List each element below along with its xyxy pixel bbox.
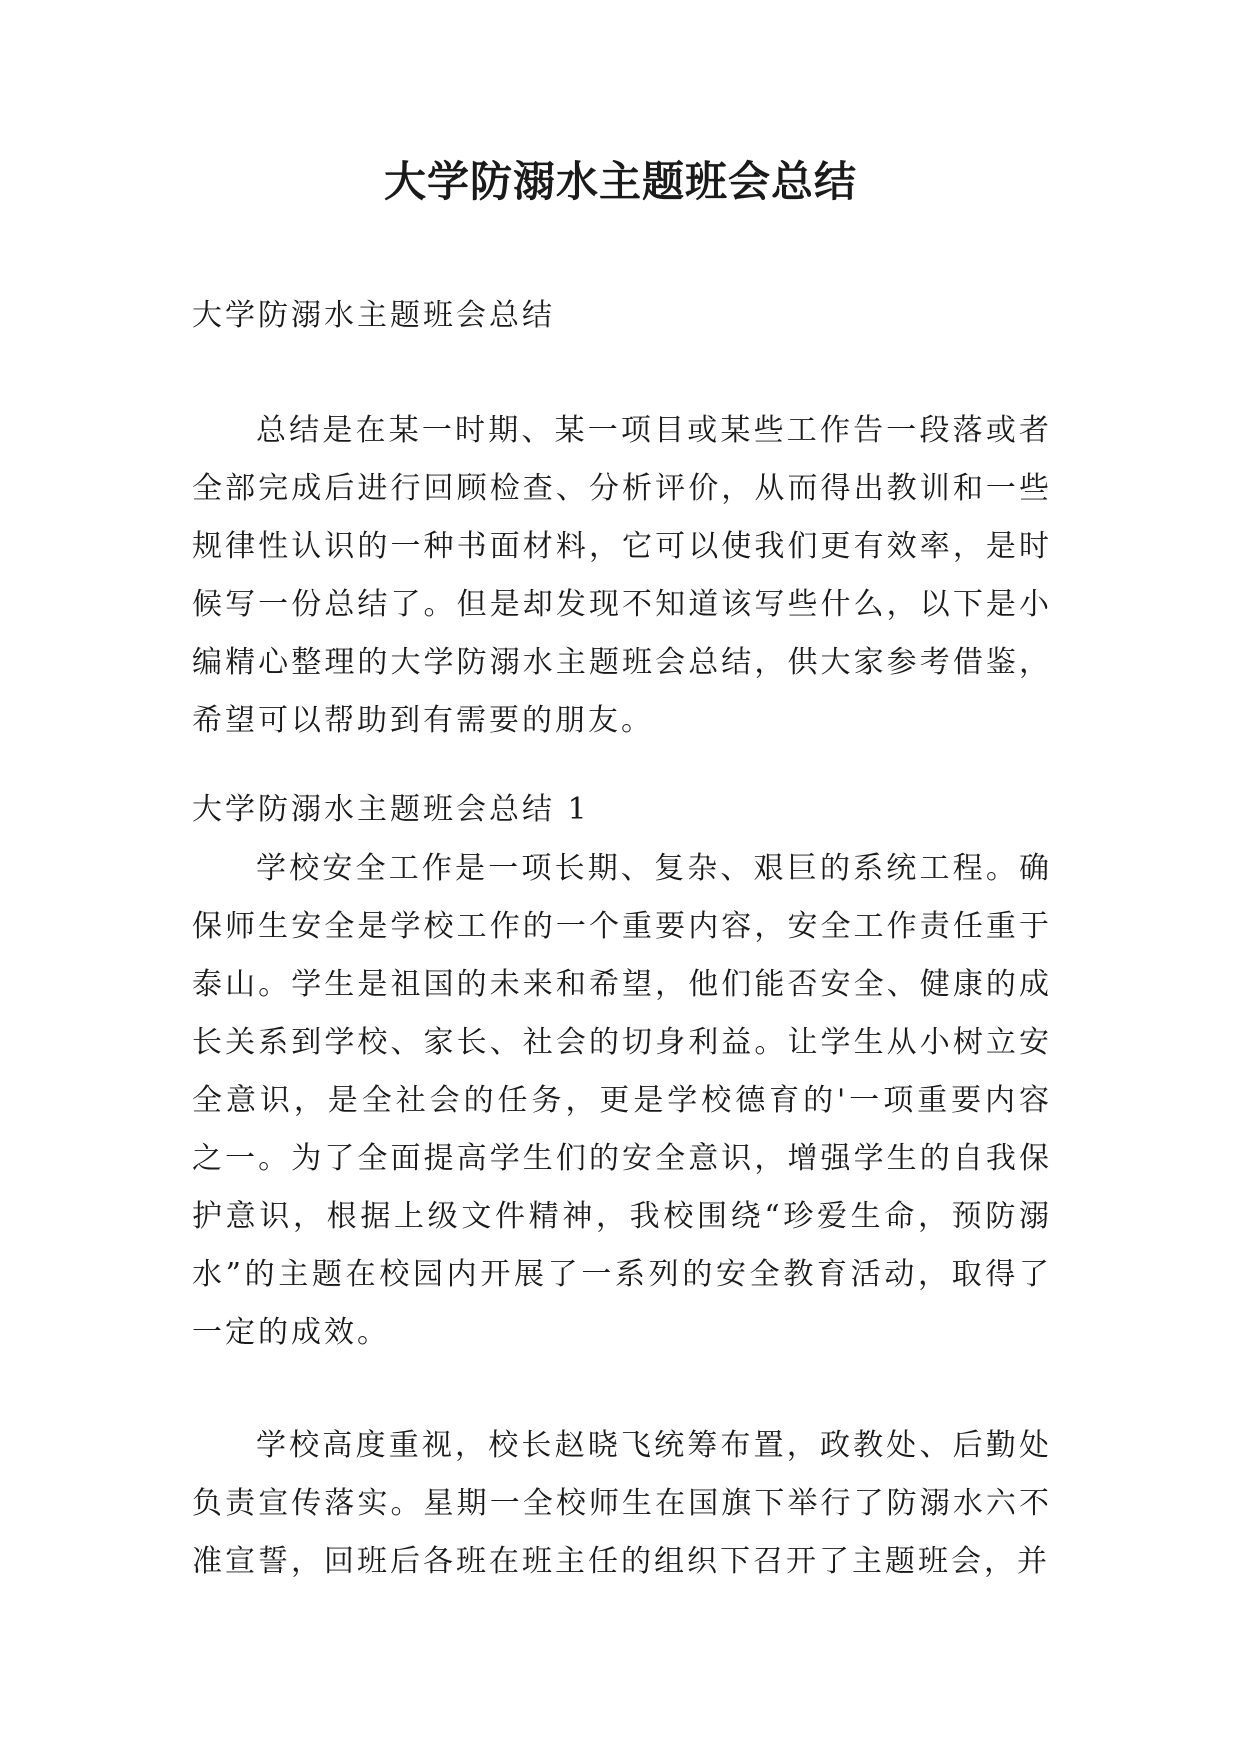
body-paragraph: 学校高度重视，校长赵晓飞统筹布置，政教处、后勤处负责宣传落实。星期一全校师生在国旗下举行了防溺水六不准宣誓，回班后各班在班主任的组织下召开了主题班会，并	[192, 1428, 1052, 1579]
section-heading: 大学防溺水主题班会总结 1	[192, 792, 590, 827]
document-subtitle: 大学防溺水主题班会总结	[192, 298, 555, 333]
body-paragraph: 学校安全工作是一项长期、复杂、艰巨的系统工程。确保师生安全是学校工作的一个重要内容，安全工作责任重于泰山。学生是祖国的未来和希望，他们能否安全、健康的成长关系到学校、家长、社会的切身利益。让学生从小树立安全意识，是全社会的任务，更是学校德育的'一项重要内容之一。为了全面提高学生们的安全意识，增强学生的自我保护意识，根据上级文件精神，我校围绕“珍爱生命，预防溺水”的主题在校园内开展了一系列的安全教育活动，取得了一定的成效。	[192, 851, 1052, 1350]
document-title: 大学防溺水主题班会总结	[383, 157, 857, 206]
intro-paragraph: 总结是在某一时期、某一项目或某些工作告一段落或者全部完成后进行回顾检查、分析评价，从而得出教训和一些规律性认识的一种书面材料，它可以使我们更有效率，是时候写一份总结了。但是却发现不知道该写些什么，以下是小编精心整理的大学防溺水主题班会总结，供大家参考借鉴，希望可以帮助到有需要的朋友。	[192, 413, 1052, 738]
